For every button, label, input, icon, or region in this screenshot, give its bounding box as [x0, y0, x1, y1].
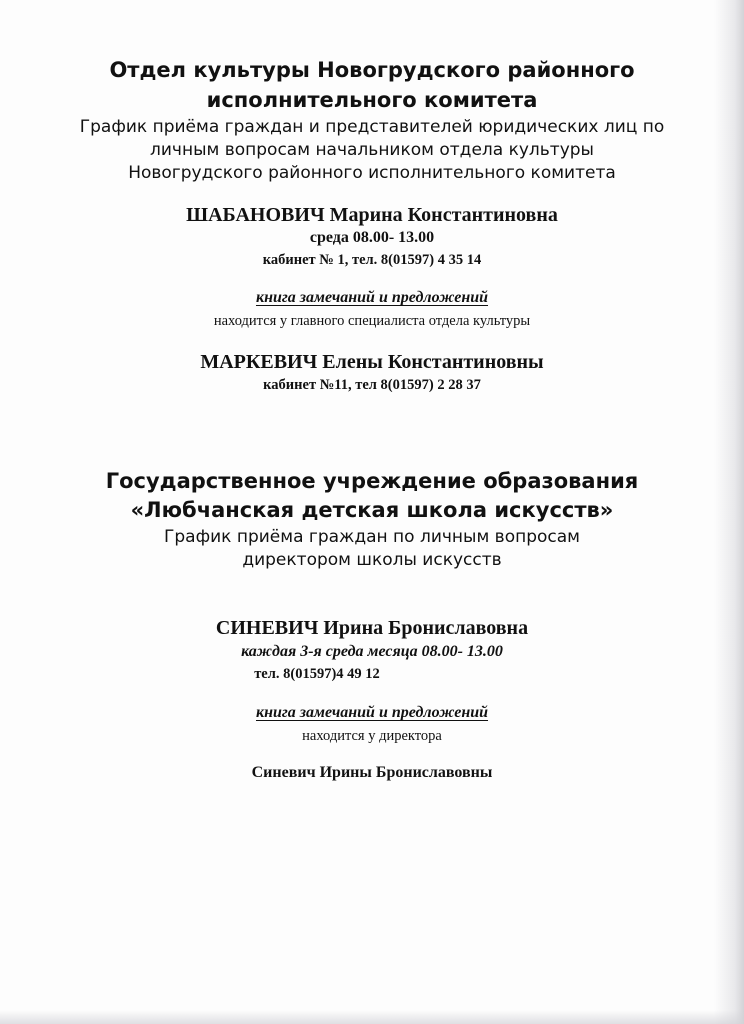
specialist-name: МАРКЕВИЧ Елены Константиновны: [200, 351, 544, 373]
section2-subtitle-line2: директором школы искусств: [242, 550, 502, 570]
section2-title-line2: «Любчанская детская школа искусств»: [130, 498, 614, 522]
director-name: СИНЕВИЧ Ирина Брониславовна: [215, 617, 529, 639]
section1-complaint-book-title: книга замечаний и предложений: [255, 289, 489, 306]
section2-subtitle-line1: График приёма граждан по личным вопросам: [164, 527, 580, 547]
scan-edge-shadow-bottom: [0, 1010, 744, 1024]
section1-subtitle-line1: График приёма граждан и представителей юридических лиц по: [79, 117, 665, 137]
complaint-book-holder: Синевич Ирины Брониславовны: [251, 764, 493, 781]
head-name: ШАБАНОВИЧ Марина Константиновна: [186, 204, 558, 226]
specialist-office: кабинет №11, тел 8(01597) 2 28 37: [263, 377, 481, 393]
section1-subtitle-line2: личным вопросам начальником отдела культуры: [150, 140, 594, 160]
section2-complaint-book-location: находится у директора: [302, 728, 442, 744]
head-schedule: среда 08.00- 13.00: [309, 229, 435, 246]
head-office: кабинет № 1, тел. 8(01597) 4 35 14: [262, 252, 482, 268]
section1-title-line1: Отдел культуры Новогрудского районного: [109, 58, 635, 82]
director-schedule: каждая 3-я среда месяца 08.00- 13.00: [241, 643, 503, 660]
section1-subtitle-line3: Новогрудского районного исполнительного комитета: [128, 163, 616, 183]
section2-complaint-book-title: книга замечаний и предложений: [255, 704, 489, 721]
section1-complaint-book-location: находится у главного специалиста отдела культуры: [213, 313, 531, 329]
director-phone: тел. 8(01597)4 49 12: [254, 666, 380, 682]
section2-title-line1: Государственное учреждение образования: [105, 469, 639, 493]
section1-title-line2: исполнительного комитета: [206, 88, 538, 112]
